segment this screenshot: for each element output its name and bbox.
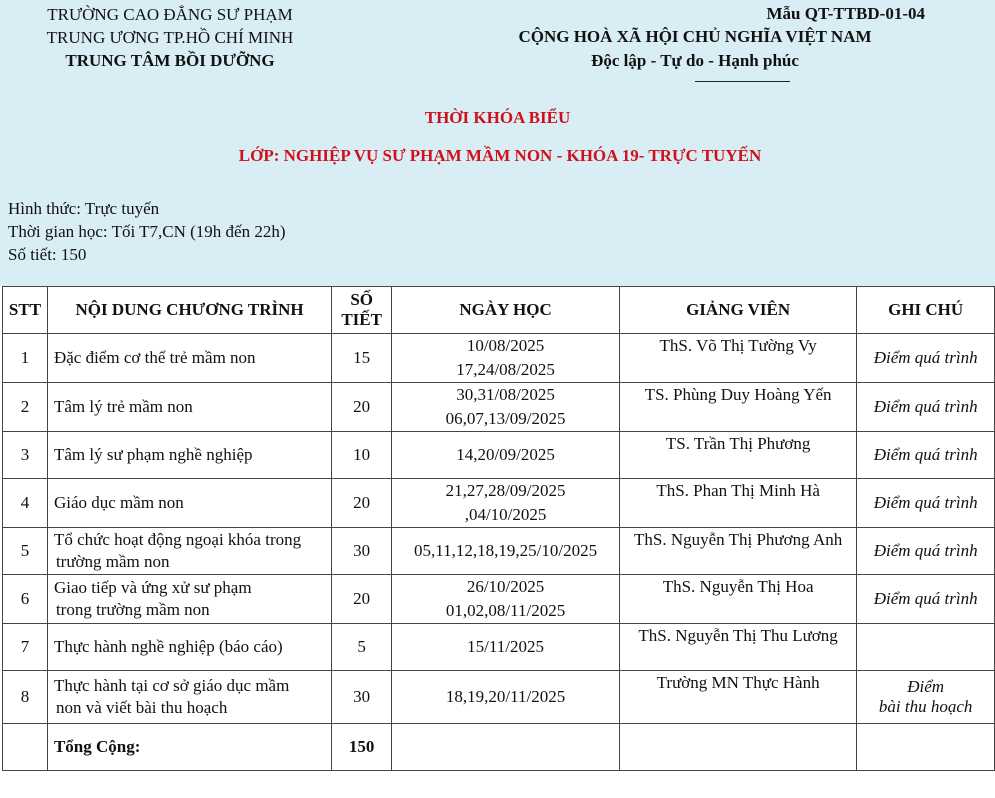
table-header-row — [3, 287, 995, 334]
total-teacher-cell — [619, 724, 856, 771]
org-line-1: TRƯỜNG CAO ĐẲNG SƯ PHẠM — [47, 5, 293, 24]
nation-title: CỘNG HOÀ XÃ HỘI CHỦ NGHĨA VIỆT NAM — [518, 27, 872, 46]
total-value: 150 — [332, 724, 392, 771]
info-periods: Số tiết: 150 — [8, 245, 87, 264]
row-content — [47, 334, 331, 383]
header-periods — [332, 287, 392, 334]
row-teacher: Trường MN Thực Hành — [619, 671, 856, 724]
row-date-line1: 18,19,20/11/2025 — [445, 687, 566, 706]
total-date-cell — [392, 724, 620, 771]
row-periods: 20 — [332, 575, 392, 624]
row-stt: 6 — [3, 575, 48, 624]
row-date-line1: 30,31/08/2025 — [456, 385, 555, 404]
org-line-2: TRUNG ƯƠNG TP.HỒ CHÍ MINH — [46, 28, 294, 47]
row-stt: 5 — [3, 528, 48, 575]
row-date-line1: 26/10/2025 — [466, 577, 545, 596]
row-date-line2: 17,24/08/2025 — [456, 360, 555, 379]
row-content — [47, 575, 331, 624]
row-content-line1: Tâm lý trẻ mầm non — [53, 397, 193, 416]
header-periods-line2: TIẾT — [341, 310, 382, 329]
motto-underline — [695, 81, 790, 82]
row-stt: 3 — [3, 432, 48, 479]
row-note — [857, 479, 995, 528]
row-content — [47, 671, 331, 724]
row-date-line1: 05,11,12,18,19,25/10/2025 — [414, 541, 598, 560]
row-content-line2: non và viết bài thu hoạch — [55, 698, 228, 717]
row-stt: 7 — [3, 624, 48, 671]
row-date-line2: ,04/10/2025 — [464, 505, 547, 524]
row-teacher: TS. Phùng Duy Hoàng Yến — [619, 383, 856, 432]
national-motto: Độc lập - Tự do - Hạnh phúc — [591, 51, 799, 70]
header-stt: STT — [3, 287, 48, 334]
row-content — [47, 383, 331, 432]
row-content-line1: Thực hành nghề nghiệp (báo cáo) — [53, 637, 283, 656]
total-label: Tổng Cộng: — [47, 724, 331, 771]
row-content-line1: Giao tiếp và ứng xử sư phạm — [53, 578, 252, 597]
row-content-line1: Tâm lý sư phạm nghề nghiệp — [53, 445, 253, 464]
row-date — [392, 479, 620, 528]
row-periods: 10 — [332, 432, 392, 479]
row-content — [47, 624, 331, 671]
row-stt: 1 — [3, 334, 48, 383]
row-teacher: ThS. Phan Thị Minh Hà — [619, 479, 856, 528]
row-note — [857, 575, 995, 624]
row-stt: 4 — [3, 479, 48, 528]
org-line-3: TRUNG TÂM BỒI DƯỠNG — [65, 51, 275, 70]
row-note — [857, 432, 995, 479]
row-note — [857, 671, 995, 724]
total-row — [3, 724, 995, 771]
row-date-line1: 15/11/2025 — [467, 637, 544, 656]
header-periods-line1: SỐ — [350, 290, 373, 309]
row-date-line1: 21,27,28/09/2025 — [445, 481, 566, 500]
row-date-line2: 06,07,13/09/2025 — [445, 409, 566, 428]
row-periods: 30 — [332, 528, 392, 575]
timetable — [2, 286, 995, 771]
table-row — [3, 624, 995, 671]
row-content-line2: trường mầm non — [55, 552, 170, 571]
row-teacher: ThS. Nguyễn Thị Thu Lương — [619, 624, 856, 671]
header-date: NGÀY HỌC — [392, 287, 620, 334]
row-content — [47, 528, 331, 575]
row-note — [857, 624, 995, 671]
row-date — [392, 432, 620, 479]
row-periods: 5 — [332, 624, 392, 671]
row-note-line2: bài thu hoạch — [878, 697, 973, 716]
header-note: GHI CHÚ — [857, 287, 995, 334]
row-teacher: TS. Trần Thị Phương — [619, 432, 856, 479]
row-teacher: ThS. Nguyễn Thị Phương Anh — [619, 528, 856, 575]
table-row — [3, 334, 995, 383]
row-stt: 8 — [3, 671, 48, 724]
row-date-line2: 01,02,08/11/2025 — [445, 601, 566, 620]
row-teacher: ThS. Võ Thị Tường Vy — [619, 334, 856, 383]
table-row — [3, 528, 995, 575]
row-note-line1: Điểm quá trình — [873, 493, 978, 512]
row-teacher: ThS. Nguyễn Thị Hoa — [619, 575, 856, 624]
row-date-line1: 10/08/2025 — [466, 336, 545, 355]
table-row — [3, 479, 995, 528]
table-row — [3, 383, 995, 432]
row-content-line1: Tổ chức hoạt động ngoại khóa trong — [53, 530, 302, 549]
table-row — [3, 432, 995, 479]
row-note — [857, 528, 995, 575]
row-date — [392, 528, 620, 575]
row-periods: 20 — [332, 383, 392, 432]
row-periods: 15 — [332, 334, 392, 383]
table-row — [3, 671, 995, 724]
row-periods: 30 — [332, 671, 392, 724]
row-content — [47, 432, 331, 479]
total-stt-cell — [3, 724, 48, 771]
class-title: LỚP: NGHIỆP VỤ SƯ PHẠM MẦM NON - KHÓA 19- TRỰC TUYẾN — [238, 146, 762, 165]
row-date — [392, 334, 620, 383]
row-date-line1: 14,20/09/2025 — [456, 445, 555, 464]
row-note-line1: Điểm quá trình — [873, 445, 978, 464]
row-note — [857, 334, 995, 383]
row-note-line1: Điểm quá trình — [873, 541, 978, 560]
document-header — [0, 0, 995, 286]
row-date — [392, 624, 620, 671]
total-note-cell — [857, 724, 995, 771]
row-note-line1: Điểm — [907, 677, 945, 696]
row-note-line1: Điểm quá trình — [873, 397, 978, 416]
row-content-line1: Đặc điểm cơ thể trẻ mầm non — [53, 348, 256, 367]
document-title: THỜI KHÓA BIỂU — [424, 108, 571, 127]
table-row — [3, 575, 995, 624]
header-teacher: GIẢNG VIÊN — [619, 287, 856, 334]
row-content-line1: Giáo dục mầm non — [53, 493, 184, 512]
row-date — [392, 383, 620, 432]
row-stt: 2 — [3, 383, 48, 432]
row-content — [47, 479, 331, 528]
row-date — [392, 671, 620, 724]
header-content: NỘI DUNG CHƯƠNG TRÌNH — [47, 287, 331, 334]
row-content-line2: trong trường mầm non — [55, 600, 210, 619]
row-content-line1: Thực hành tại cơ sở giáo dục mầm — [53, 676, 290, 695]
row-date — [392, 575, 620, 624]
info-schedule: Thời gian học: Tối T7,CN (19h đến 22h) — [8, 222, 286, 241]
row-note — [857, 383, 995, 432]
row-periods: 20 — [332, 479, 392, 528]
info-format: Hình thức: Trực tuyến — [8, 199, 160, 218]
row-note-line1: Điểm quá trình — [873, 348, 978, 367]
row-note-line1: Điểm quá trình — [873, 589, 978, 608]
form-code: Mẫu QT-TTBD-01-04 — [766, 4, 925, 23]
